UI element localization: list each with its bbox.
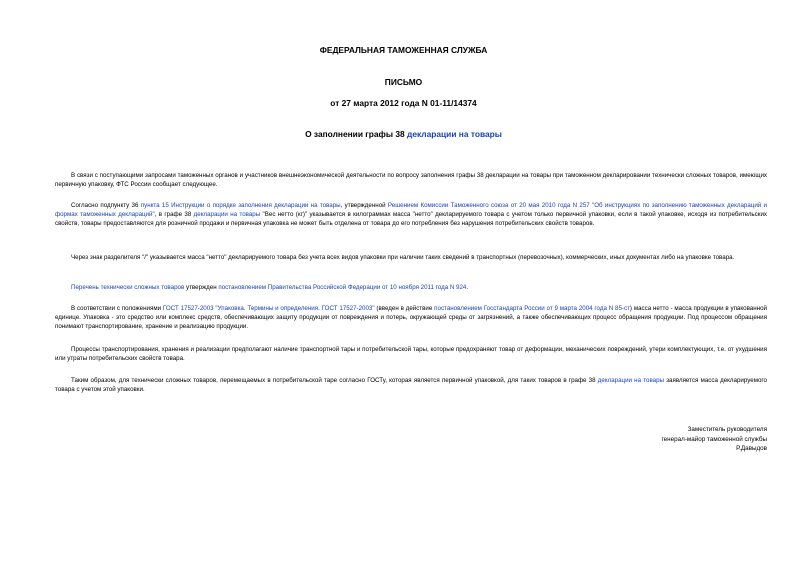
paragraph-3-text: Через знак разделителя "/" указывается масса "нетто" декларируемого товара без учета всех видов упаковки при наличии таких сведений в транспортных (перевозочных), коммерческих, иных документах либо на упаковке товара. xyxy=(71,254,735,261)
p5-text-1: В соответствии с положениями xyxy=(71,305,163,312)
p4-text-2: . xyxy=(466,284,469,291)
p2-text-4: "Вес нетто (кг)" указывается в килограммах масса "нетто" декларируемого товара с учетом только первичной упаковки, если в такой упаковке, исходя из потребительских свойств, товары предоставляются для розничной продажи и первичная упаковка не может быть отделена от товара до его потребления без нарушения потребительских свойств товаров. xyxy=(55,211,768,227)
p2-text-2: , утвержденной xyxy=(340,202,388,209)
gost-link[interactable]: ГОСТ 17527-2003 "Упаковка. Термины и определения. ГОСТ 17527-2003" xyxy=(162,305,375,312)
commission-decision-link[interactable]: Решением Комиссии Таможенного союза от 20 мая 2010 года N 257 "Об инструкциях по заполнению таможенных деклараций и формах таможенных деклараций" xyxy=(55,202,768,218)
declaration-link[interactable]: декларации на товары xyxy=(193,211,261,218)
paragraph-1-text: В связи с поступающими запросами таможенных органов и участников внешнеэкономической деятельности по вопросу заполнения графы 38 декларации на товары при таможенном декларировании технически сложных товаров, имеющих первичную упаковку, ФТС России сообщает следующее. xyxy=(55,172,767,188)
paragraph-6 xyxy=(55,345,767,363)
p2-text-3: , в графе 38 xyxy=(154,211,194,218)
signature-block xyxy=(567,425,767,454)
agency-title: ФЕДЕРАЛЬНАЯ ТАМОЖЕННАЯ СЛУЖБА xyxy=(319,45,488,55)
p7-text-1: Таким образом, для технически сложных товаров, перемещаемых в потребительской таре согласно ГОСТу, которая является первичной упаковкой, для таких товаров в графе 38 xyxy=(71,377,598,384)
declaration-link-2[interactable]: декларации на товары xyxy=(597,377,664,384)
paragraph-5 xyxy=(55,304,767,331)
paragraph-2 xyxy=(55,201,767,228)
p7-text-2: заявляется масса декларируемого товара с учетом этой упаковки. xyxy=(55,377,767,393)
subject-text: О заполнении графы 38 xyxy=(305,129,408,139)
instruction-link[interactable]: пункта 15 Инструкции о порядке заполнения декларации на товары xyxy=(140,202,341,209)
signature-position: Заместитель руководителя xyxy=(687,426,767,433)
p4-text-1: утвержден xyxy=(184,284,219,291)
p2-text-1: Согласно подпункту 36 xyxy=(71,202,141,209)
paragraph-7 xyxy=(55,376,767,394)
p5-text-3: ) масса нетто - масса продукции в упакованной единице. Упаковка - это средство или комплекс средств, обеспечивающих защиту продукции от повреждения и потерь, окружающей среды от загрязнений, а также обеспечивающих процесс обращения продукции. Под процессом обращения понимают транспортирование, хранение и реализацию продукции. xyxy=(55,305,767,330)
paragraph-6-text: Процессы транспортирования, хранения и реализации предполагают наличие транспортной тары и потребительской тары, которые предохраняют товар от деформации, механических повреждений, утери комплектующих, т.е. от ухудшения или утраты потребительских свойств товара. xyxy=(55,346,767,362)
signature-name: Р.Давыдов xyxy=(736,445,767,452)
document-date-number: от 27 марта 2012 года N 01-11/14374 xyxy=(330,98,477,108)
paragraph-1 xyxy=(55,171,767,189)
paragraph-4 xyxy=(55,283,767,292)
p5-text-2: (введен в действие xyxy=(374,305,435,312)
document-subject xyxy=(0,129,807,139)
paragraph-3 xyxy=(55,253,767,262)
subject-link[interactable]: декларации на товары xyxy=(407,129,502,139)
document-type: ПИСЬМО xyxy=(384,77,423,87)
gosstandart-decree-link[interactable]: постановлением Госстандарта России от 9 марта 2004 года N 85-ст xyxy=(434,305,630,312)
signature-rank: генерал-майор таможенной службы xyxy=(661,435,767,443)
complex-goods-list-link[interactable]: Перечень технически сложных товаров xyxy=(71,284,185,291)
government-decree-link[interactable]: постановлением Правительства Российской Федерации от 10 ноября 2011 года N 924 xyxy=(218,284,467,291)
